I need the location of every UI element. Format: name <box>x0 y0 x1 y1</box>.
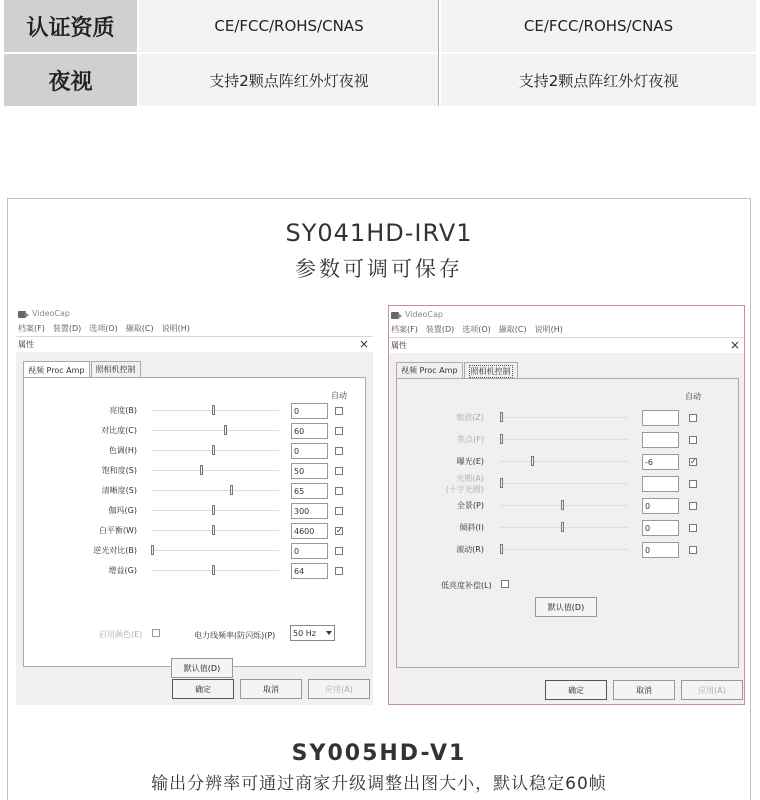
control-label: 光圈(A) <box>456 474 484 483</box>
value-input[interactable] <box>642 432 679 448</box>
auto-checkbox[interactable] <box>335 447 343 455</box>
close-icon[interactable]: × <box>729 338 740 352</box>
slider-track[interactable] <box>151 410 279 411</box>
value-input[interactable]: 0 <box>642 498 679 514</box>
apply-button[interactable]: 应用(A) <box>681 680 743 700</box>
control-label: 清晰度(S) <box>101 486 137 495</box>
tab-proc-amp[interactable] <box>23 361 90 378</box>
slider-track[interactable] <box>151 550 279 551</box>
slider-thumb[interactable] <box>212 405 215 415</box>
control-row <box>24 442 365 460</box>
menu-file[interactable]: 档案(F) <box>391 325 418 334</box>
close-icon[interactable]: × <box>358 337 369 351</box>
control-label: 色调(H) <box>108 446 137 455</box>
auto-checkbox[interactable] <box>689 480 697 488</box>
control-label: 缩放(Z) <box>456 413 484 422</box>
tab-strip <box>396 362 519 378</box>
control-row <box>397 497 738 515</box>
control-label: 倾斜(I) <box>459 523 484 532</box>
slider-track[interactable] <box>500 549 628 550</box>
control-row <box>397 453 738 471</box>
cancel-button[interactable]: 取消 <box>240 679 302 699</box>
tab-camera-control[interactable] <box>91 361 141 377</box>
slider-thumb[interactable] <box>531 456 534 466</box>
value-input[interactable]: 0 <box>642 520 679 536</box>
low-light-row <box>397 575 738 591</box>
menu-help[interactable]: 说明(H) <box>161 324 190 333</box>
control-row <box>24 502 365 520</box>
camera-control-panel <box>396 378 739 668</box>
slider-thumb[interactable] <box>151 545 154 555</box>
value-input[interactable]: 0 <box>642 542 679 558</box>
control-row <box>24 482 365 500</box>
control-row <box>24 542 365 560</box>
value-input[interactable]: 4600 <box>291 523 328 539</box>
auto-checkbox[interactable] <box>335 407 343 415</box>
tab-camera-control[interactable] <box>464 362 518 379</box>
control-sublabel: (十字光圈) <box>445 485 484 494</box>
slider-track[interactable] <box>500 439 628 440</box>
properties-title: 属性 <box>391 341 407 350</box>
menu-options[interactable]: 选项(O) <box>462 325 491 334</box>
auto-checkbox[interactable] <box>335 427 343 435</box>
control-row <box>24 562 365 580</box>
spec-label: 认证资质 <box>4 0 137 52</box>
tab-label: 照相机控制 <box>470 366 511 376</box>
slider-thumb[interactable] <box>500 478 503 488</box>
menu-bar <box>16 321 373 336</box>
apply-button[interactable]: 应用(A) <box>308 679 370 699</box>
control-label: 伽玛(G) <box>108 506 137 515</box>
slider-thumb[interactable] <box>500 412 503 422</box>
control-row <box>24 422 365 440</box>
control-row <box>24 462 365 480</box>
slider-thumb[interactable] <box>212 505 215 515</box>
low-light-compensation-checkbox[interactable] <box>501 580 509 588</box>
menu-options[interactable]: 选项(O) <box>89 324 118 333</box>
value-input[interactable] <box>642 410 679 426</box>
auto-checkbox[interactable] <box>689 546 697 554</box>
app-titlebar <box>389 306 744 322</box>
slider-thumb[interactable] <box>212 525 215 535</box>
auto-checkbox[interactable] <box>335 567 343 575</box>
properties-titlebar <box>16 336 373 352</box>
control-label: 逆光对比(B) <box>93 546 137 555</box>
power-line-frequency-select[interactable] <box>290 625 335 641</box>
tab-strip <box>23 361 142 377</box>
value-input[interactable]: 0 <box>291 543 328 559</box>
slider-thumb[interactable] <box>212 565 215 575</box>
card-title: SY041HD-IRV1 <box>285 219 473 247</box>
value-input[interactable]: 65 <box>291 483 328 499</box>
product-card <box>7 198 751 800</box>
ok-button[interactable]: 确定 <box>545 680 607 700</box>
control-label: 滚动(R) <box>456 545 484 554</box>
control-label: 增益(G) <box>108 566 137 575</box>
spec-row-night-vision <box>4 54 756 106</box>
slider-thumb[interactable] <box>212 445 215 455</box>
auto-checkbox[interactable] <box>335 487 343 495</box>
footer-model-name: SY005HD-V1 <box>291 741 467 766</box>
properties-window-proc-amp <box>16 305 373 705</box>
slider-track[interactable] <box>500 505 628 506</box>
slider-thumb[interactable] <box>200 465 203 475</box>
control-row <box>397 519 738 537</box>
slider-track[interactable] <box>151 570 279 571</box>
control-label: 对比度(C) <box>101 426 137 435</box>
value-input[interactable]: -6 <box>642 454 679 470</box>
control-row <box>397 475 738 493</box>
app-titlebar <box>16 305 373 321</box>
slider-track[interactable] <box>151 430 279 431</box>
auto-checkbox[interactable] <box>689 502 697 510</box>
control-label: 全景(P) <box>456 501 484 510</box>
control-label: 曝光(E) <box>456 457 484 466</box>
default-button[interactable]: 默认值(D) <box>171 658 233 678</box>
slider-thumb[interactable] <box>561 500 564 510</box>
control-label: 亮度(B) <box>109 406 137 415</box>
properties-titlebar <box>389 337 744 353</box>
value-input[interactable]: 64 <box>291 563 328 579</box>
cancel-button[interactable]: 取消 <box>613 680 675 700</box>
proc-amp-panel <box>23 377 366 673</box>
spec-value: 支持2颗点阵红外灯夜视 <box>441 54 756 106</box>
spec-label: 夜视 <box>4 54 137 106</box>
auto-checkbox[interactable] <box>335 527 343 535</box>
slider-thumb[interactable] <box>561 522 564 532</box>
control-label: 饱和度(S) <box>101 466 137 475</box>
control-label: 焦点(F) <box>457 435 484 444</box>
power-line-frequency-label: 电力线频率(防闪烁)(P) <box>194 631 276 640</box>
slider-track[interactable] <box>151 510 279 511</box>
auto-checkbox[interactable] <box>689 458 697 466</box>
slider-thumb[interactable] <box>500 544 503 554</box>
control-row <box>397 541 738 559</box>
color-enable-checkbox[interactable] <box>152 629 160 637</box>
checkmark-icon: ✓ <box>690 457 697 466</box>
tab-label: 照相机控制 <box>95 365 136 374</box>
ok-button[interactable]: 确定 <box>172 679 234 699</box>
control-row <box>397 431 738 449</box>
value-input[interactable] <box>642 476 679 492</box>
default-button[interactable]: 默认值(D) <box>535 597 597 617</box>
auto-checkbox[interactable] <box>335 547 343 555</box>
freq-value: 50 Hz <box>293 629 316 638</box>
tab-label: 视频 Proc Amp <box>28 365 85 375</box>
spec-value: CE/FCC/ROHS/CNAS <box>139 0 439 52</box>
tab-proc-amp[interactable] <box>396 362 463 378</box>
camera-icon <box>18 309 29 318</box>
slider-thumb[interactable] <box>230 485 233 495</box>
spec-table <box>4 0 756 106</box>
camera-icon <box>391 310 402 319</box>
control-label: 白平衡(W) <box>98 526 137 535</box>
value-input[interactable]: 60 <box>291 423 328 439</box>
slider-track[interactable] <box>500 527 628 528</box>
slider-track[interactable] <box>500 483 628 484</box>
auto-checkbox[interactable] <box>689 524 697 532</box>
menu-device[interactable]: 装置(D) <box>425 325 455 334</box>
menu-capture[interactable]: 撷取(C) <box>125 324 154 333</box>
auto-checkbox[interactable] <box>335 507 343 515</box>
slider-track[interactable] <box>500 417 628 418</box>
menu-help[interactable]: 说明(H) <box>534 325 563 334</box>
control-row <box>24 402 365 420</box>
slider-track[interactable] <box>151 490 279 491</box>
bottom-options <box>24 624 365 642</box>
footer-note: 输出分辨率可通过商家升级调整出图大小，默认稳定60帧 <box>151 774 607 794</box>
value-input[interactable]: 50 <box>291 463 328 479</box>
low-light-compensation-label: 低亮度补偿(L) <box>441 581 492 590</box>
menu-capture[interactable]: 撷取(C) <box>498 325 527 334</box>
auto-checkbox[interactable] <box>689 414 697 422</box>
slider-thumb[interactable] <box>224 425 227 435</box>
slider-thumb[interactable] <box>500 434 503 444</box>
menu-file[interactable]: 档案(F) <box>18 324 45 333</box>
slider-track[interactable] <box>151 530 279 531</box>
chevron-down-icon <box>326 631 332 635</box>
app-title: VideoCap <box>32 308 70 318</box>
slider-track[interactable] <box>151 450 279 451</box>
auto-column-header: 自动 <box>331 391 347 400</box>
spec-value: CE/FCC/ROHS/CNAS <box>441 0 756 52</box>
menu-bar <box>389 322 744 337</box>
tab-label: 视频 Proc Amp <box>401 366 458 375</box>
properties-window-camera-control <box>388 305 745 705</box>
slider-track[interactable] <box>500 461 628 462</box>
control-row <box>397 409 738 427</box>
slider-track[interactable] <box>151 470 279 471</box>
menu-device[interactable]: 装置(D) <box>52 324 82 333</box>
auto-checkbox[interactable] <box>689 436 697 444</box>
spec-value: 支持2颗点阵红外灯夜视 <box>139 54 439 106</box>
value-input[interactable]: 0 <box>291 443 328 459</box>
auto-column-header: 自动 <box>685 392 701 401</box>
app-title: VideoCap <box>405 309 443 319</box>
color-enable-label: 启用颜色(E) <box>99 630 143 639</box>
card-subtitle: 参数可调可保存 <box>295 257 463 281</box>
properties-title: 属性 <box>18 340 34 349</box>
value-input[interactable]: 300 <box>291 503 328 519</box>
column-divider <box>438 0 439 106</box>
spec-row-certification <box>4 0 756 52</box>
checkmark-icon: ✓ <box>336 526 343 535</box>
auto-checkbox[interactable] <box>335 467 343 475</box>
value-input[interactable]: 0 <box>291 403 328 419</box>
control-row <box>24 522 365 540</box>
